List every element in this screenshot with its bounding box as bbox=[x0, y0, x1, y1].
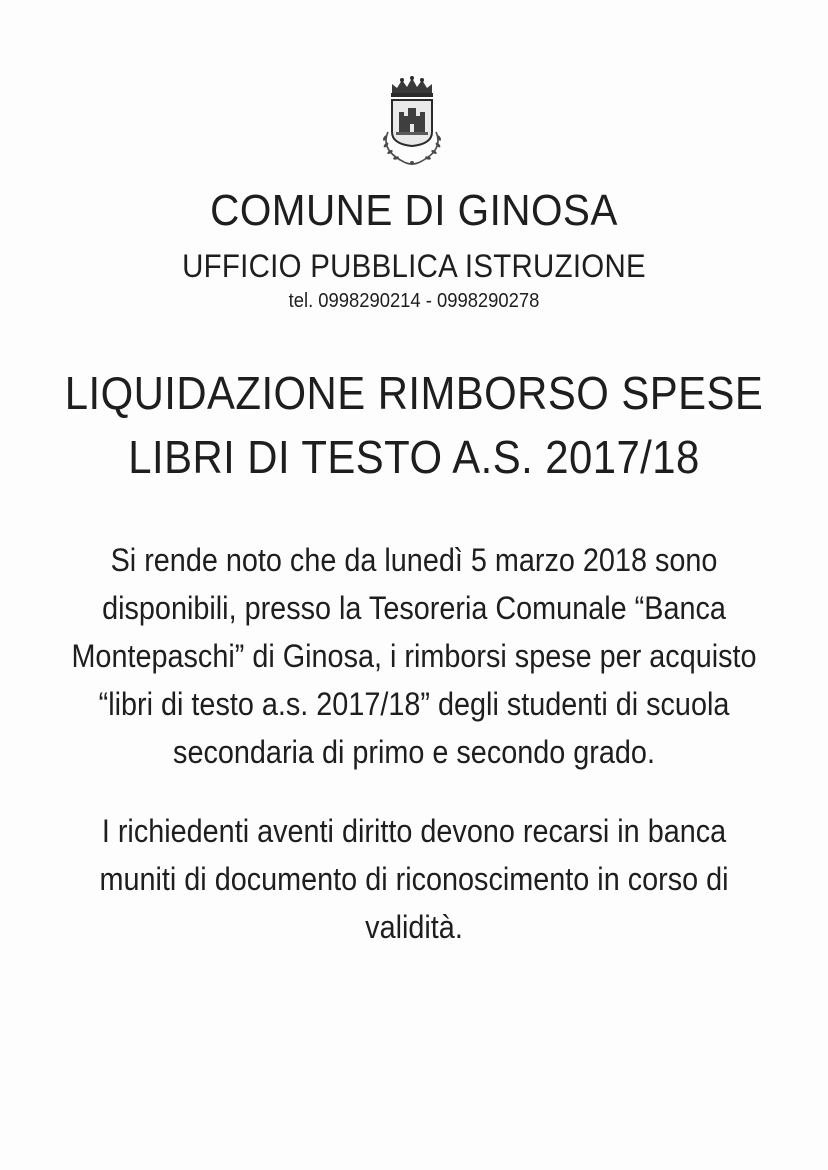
paragraph-line: “libri di testo a.s. 2017/18” degli studenti di scuola bbox=[98, 686, 730, 722]
paragraph-line: I richiedenti aventi diritto devono recarsi in banca bbox=[101, 813, 727, 849]
notice-paragraph-1 bbox=[0, 536, 828, 776]
notice-title-line-1: LIQUIDAZIONE RIMBORSO SPESE bbox=[64, 367, 764, 419]
municipality-name: COMUNE DI GINOSA bbox=[210, 186, 618, 235]
notice-paragraph-2 bbox=[0, 807, 828, 951]
notice-title-line-2: LIBRI DI TESTO A.S. 2017/18 bbox=[128, 431, 700, 483]
municipal-coat-of-arms-icon bbox=[370, 74, 454, 174]
phone-numbers: tel. 0998290214 - 0998290278 bbox=[288, 290, 540, 312]
paragraph-line: Montepaschi” di Ginosa, i rimborsi spese per acquisto bbox=[71, 638, 757, 674]
office-name: UFFICIO PUBBLICA ISTRUZIONE bbox=[182, 248, 646, 284]
paragraph-line: Si rende noto che da lunedì 5 marzo 2018 sono bbox=[110, 542, 718, 578]
paragraph-line: secondaria di primo e secondo grado. bbox=[173, 734, 655, 770]
paragraph-line: validità. bbox=[365, 909, 463, 945]
paragraph-line: disponibili, presso la Tesoreria Comunale “Banca bbox=[102, 590, 726, 626]
paragraph-line: muniti di documento di riconoscimento in corso di bbox=[99, 861, 729, 897]
